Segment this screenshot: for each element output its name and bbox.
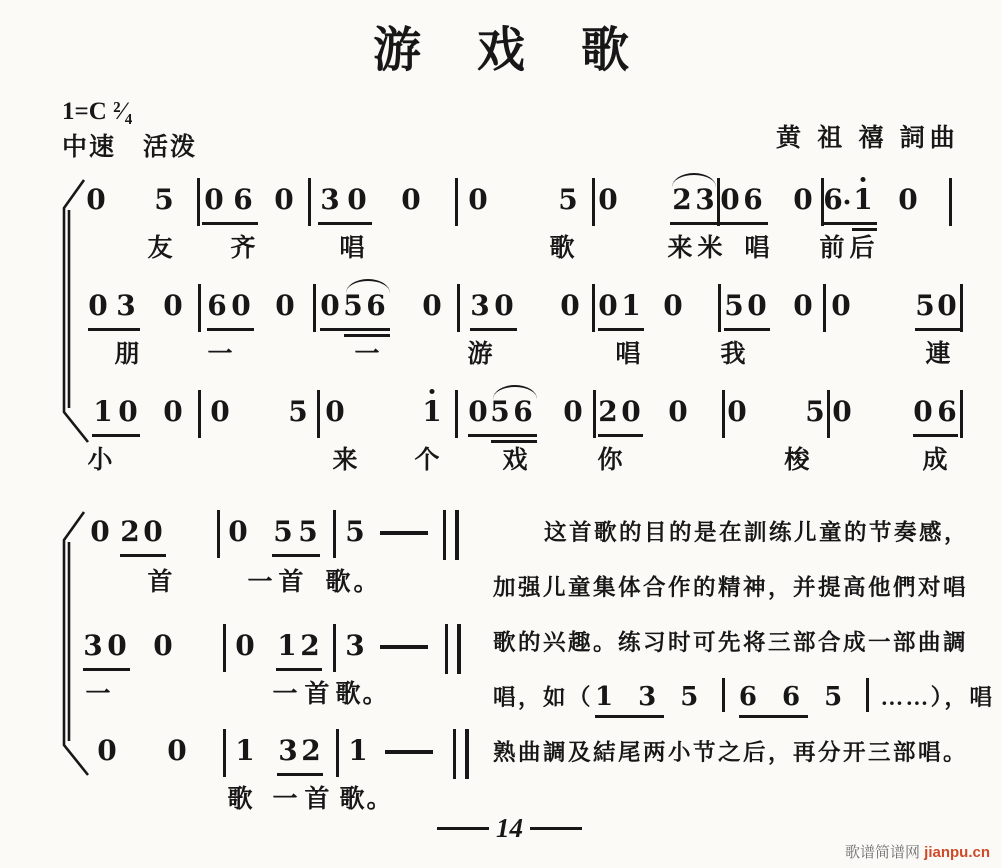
lyric-char: 。 <box>366 786 392 813</box>
barline <box>592 284 595 332</box>
lyric-char: 一 <box>207 341 233 368</box>
note-number: 5 <box>345 515 365 548</box>
underline-beam <box>202 222 258 225</box>
slur-arc <box>346 279 390 293</box>
note-number: 0 <box>727 395 747 428</box>
underline-beam <box>915 328 960 331</box>
note-number: 3 <box>116 289 136 322</box>
note-number: 0 <box>793 289 813 322</box>
final-barline <box>453 729 469 779</box>
underline-beam <box>92 434 140 437</box>
note-number: 0 <box>228 515 248 548</box>
note-number: 1 <box>422 395 442 428</box>
lyric-char: 梭 <box>784 447 810 474</box>
note-number: 0 <box>663 289 683 322</box>
note-number: 0 <box>88 289 108 322</box>
inline-barline <box>866 678 869 712</box>
note-number: 5 <box>805 395 825 428</box>
song-title: 游戏歌 <box>373 24 686 77</box>
lyric-char: 。 <box>353 569 379 596</box>
note-number: 0 <box>468 395 488 428</box>
barline <box>223 624 226 672</box>
lyric-char: 歌 <box>227 786 253 813</box>
note-number: 5 <box>915 289 935 322</box>
time-signature: ²⁄₄ <box>113 98 133 125</box>
lyric-char: 一 <box>272 681 298 708</box>
underline-beam <box>598 328 644 331</box>
underline-beam <box>720 222 768 225</box>
barline <box>217 510 220 558</box>
underline-beam <box>83 668 130 671</box>
barline <box>717 178 720 226</box>
barline <box>333 624 336 672</box>
lyric-char: 唱 <box>744 235 770 262</box>
note-number: 0 <box>720 183 740 216</box>
underline-beam <box>272 554 320 557</box>
lyric-char: 首 <box>278 569 304 596</box>
underline-beam <box>670 222 718 225</box>
lyric-char: 。 <box>362 681 388 708</box>
explanation-text-segment: …… <box>880 685 931 710</box>
underline-beam <box>276 668 322 671</box>
lyric-char: 歌 <box>549 235 575 262</box>
barline <box>718 284 721 332</box>
note-number: 1 <box>277 629 297 662</box>
note-number: 6 <box>823 183 843 216</box>
note-number: 6 <box>366 289 386 322</box>
underline-beam <box>88 328 140 331</box>
lyric-char: 游 <box>467 341 493 368</box>
note-number: 0 <box>204 183 224 216</box>
page-number-dash-left <box>437 827 489 830</box>
note-number: 0 <box>235 629 255 662</box>
page-number-value: 14 <box>496 813 523 843</box>
watermark-site-name: 歌谱简谱网 <box>845 844 925 861</box>
final-barline <box>445 624 461 674</box>
note-number: 0 <box>163 395 183 428</box>
lyric-char: 米 <box>697 235 723 262</box>
slur-arc <box>672 173 716 187</box>
note-number: 0 <box>913 395 933 428</box>
note-number: 0 <box>401 183 421 216</box>
underline-beam <box>852 228 877 231</box>
lyric-char: 歌 <box>335 681 361 708</box>
note-number: 6 <box>207 289 227 322</box>
note-number: 0 <box>468 183 488 216</box>
barline <box>198 284 201 332</box>
note-number: 3 <box>470 289 490 322</box>
barline <box>308 178 311 226</box>
lyric-char: 成 <box>922 447 948 474</box>
note-number: 3 <box>83 629 103 662</box>
underline-beam <box>277 773 323 776</box>
inline-note-group: 6 6 <box>739 682 808 718</box>
note-number: 0 <box>563 395 583 428</box>
note-number: 5 <box>490 395 510 428</box>
note-number: 3 <box>278 734 298 767</box>
note-number: 0 <box>274 183 294 216</box>
explanation-line-4-inline-notation <box>493 678 994 712</box>
underline-beam <box>470 328 517 331</box>
note-number: 1 <box>853 183 873 216</box>
note-number: 0 <box>107 629 127 662</box>
note-number: 1 <box>93 395 113 428</box>
lyric-char: 一 <box>354 341 380 368</box>
note-number: 0 <box>163 289 183 322</box>
lyric-char: 唱 <box>339 235 365 262</box>
watermark-url: jianpu.cn <box>924 844 991 861</box>
note-number: 3 <box>695 183 715 216</box>
note-number: 0 <box>86 183 106 216</box>
barline <box>333 510 336 558</box>
underline-beam <box>468 434 537 437</box>
note-number: 2 <box>301 734 321 767</box>
key-signature: 1=C <box>62 98 107 125</box>
lyric-char: 前 <box>819 235 845 262</box>
augmentation-dot: · <box>841 186 853 219</box>
note-number: 0 <box>560 289 580 322</box>
explanation-line-1: 这首歌的目的是在訓练儿童的节奏感， <box>544 520 970 545</box>
lyric-char: 小 <box>87 447 113 474</box>
note-number: 0 <box>937 289 957 322</box>
page-number <box>437 815 582 842</box>
note-number: 0 <box>793 183 813 216</box>
note-number: 0 <box>898 183 918 216</box>
note-number: 0 <box>118 395 138 428</box>
note-number: 5 <box>343 289 363 322</box>
barline <box>455 390 458 438</box>
watermark <box>845 841 990 862</box>
barline <box>197 178 200 226</box>
lyric-char: 連 <box>925 341 951 368</box>
inline-note-group: 5 <box>680 682 707 712</box>
note-number: 6 <box>937 395 957 428</box>
note-number: 0 <box>90 515 110 548</box>
lyric-char: 首 <box>147 569 173 596</box>
note-number: 0 <box>494 289 514 322</box>
note-number: 6 <box>743 183 763 216</box>
note-number: 0 <box>598 183 618 216</box>
note-number: 0 <box>598 289 618 322</box>
note-number: 0 <box>347 183 367 216</box>
note-number: 2 <box>120 515 140 548</box>
note-number: 0 <box>668 395 688 428</box>
barline <box>198 390 201 438</box>
note-number: 5 <box>558 183 578 216</box>
note-number: 0 <box>97 734 117 767</box>
barline <box>949 178 952 226</box>
inline-barline <box>722 678 725 712</box>
note-number: 1 <box>235 734 255 767</box>
barline <box>455 178 458 226</box>
explanation-text-segment: ）， <box>930 685 970 710</box>
underline-beam <box>120 554 166 557</box>
underline-beam <box>913 434 958 437</box>
explanation-line-5: 熟曲調及結尾两小节之后，再分开三部唱。 <box>493 740 969 765</box>
barline <box>313 284 316 332</box>
held-note-dash <box>380 531 428 535</box>
octave-dot <box>861 177 866 182</box>
composer-credit: 黄 祖 禧 詞曲 <box>776 125 960 152</box>
note-number: 0 <box>231 289 251 322</box>
note-number: 0 <box>621 395 641 428</box>
lyric-char: 歌 <box>339 786 365 813</box>
barline <box>722 390 725 438</box>
lyric-char: 首 <box>304 786 330 813</box>
note-number: 0 <box>153 629 173 662</box>
inline-note-group: 1 3 <box>595 682 664 718</box>
lyric-char: 唱 <box>615 341 641 368</box>
lyric-char: 友 <box>147 235 173 262</box>
lyric-char: 后 <box>849 235 875 262</box>
tempo-marking: 中速 活泼 <box>62 134 198 161</box>
note-number: 0 <box>325 395 345 428</box>
barline <box>317 390 320 438</box>
note-number: 6 <box>233 183 253 216</box>
explanation-text-segment: 唱 <box>969 685 995 710</box>
note-number: 5 <box>298 515 318 548</box>
note-number: 2 <box>300 629 320 662</box>
note-number: 0 <box>747 289 767 322</box>
barline <box>592 178 595 226</box>
lyric-char: 朋 <box>114 341 140 368</box>
note-number: 5 <box>288 395 308 428</box>
barline <box>223 729 226 777</box>
note-number: 3 <box>320 183 340 216</box>
lyric-char: 来 <box>332 447 358 474</box>
lyric-char: 来 <box>667 235 693 262</box>
lyric-char: 一 <box>272 786 298 813</box>
note-number: 0 <box>422 289 442 322</box>
note-number: 5 <box>724 289 744 322</box>
note-number: 2 <box>598 395 618 428</box>
inline-note-group: 5 <box>824 682 851 712</box>
note-number: 0 <box>167 734 187 767</box>
note-number: 0 <box>210 395 230 428</box>
note-number: 1 <box>621 289 641 322</box>
barline <box>457 284 460 332</box>
barline <box>336 729 339 777</box>
underline-beam <box>207 328 254 331</box>
lyric-char: 一 <box>85 681 111 708</box>
lyric-char: 一 <box>247 569 273 596</box>
note-number: 0 <box>275 289 295 322</box>
note-number: 5 <box>154 183 174 216</box>
underline-beam <box>344 334 390 337</box>
explanation-line-2: 加强儿童集体合作的精神，并提高他們对唱 <box>493 575 969 600</box>
explanation-line-3: 歌的兴趣。练习时可先将三部合成一部曲調 <box>493 630 969 655</box>
barline <box>827 390 830 438</box>
lyric-char: 个 <box>414 447 440 474</box>
underline-beam <box>320 328 390 331</box>
note-number: 5 <box>273 515 293 548</box>
slur-arc <box>493 385 537 399</box>
note-number: 2 <box>672 183 692 216</box>
barline <box>593 390 596 438</box>
explanation-text-segment: 唱，如（ <box>493 685 594 710</box>
lyric-char: 戏 <box>502 447 528 474</box>
note-number: 0 <box>832 395 852 428</box>
lyric-char: 齐 <box>230 235 256 262</box>
barline <box>960 390 963 438</box>
final-barline <box>443 510 459 560</box>
held-note-dash <box>380 645 428 649</box>
held-note-dash <box>385 750 433 754</box>
lyric-char: 首 <box>304 681 330 708</box>
underline-beam <box>318 222 372 225</box>
lyric-char: 歌 <box>325 569 351 596</box>
note-number: 0 <box>831 289 851 322</box>
lyric-char: 我 <box>720 341 746 368</box>
barline <box>823 284 826 332</box>
underline-beam <box>491 440 537 443</box>
underline-beam <box>822 222 877 225</box>
octave-dot <box>430 389 435 394</box>
note-number: 3 <box>345 629 365 662</box>
page-number-dash-right <box>530 827 582 830</box>
underline-beam <box>724 328 770 331</box>
note-number: 6 <box>513 395 533 428</box>
note-number: 1 <box>348 734 368 767</box>
lyric-char: 你 <box>597 447 623 474</box>
note-number: 0 <box>320 289 340 322</box>
barline <box>960 284 963 332</box>
note-number: 0 <box>143 515 163 548</box>
underline-beam <box>598 434 643 437</box>
